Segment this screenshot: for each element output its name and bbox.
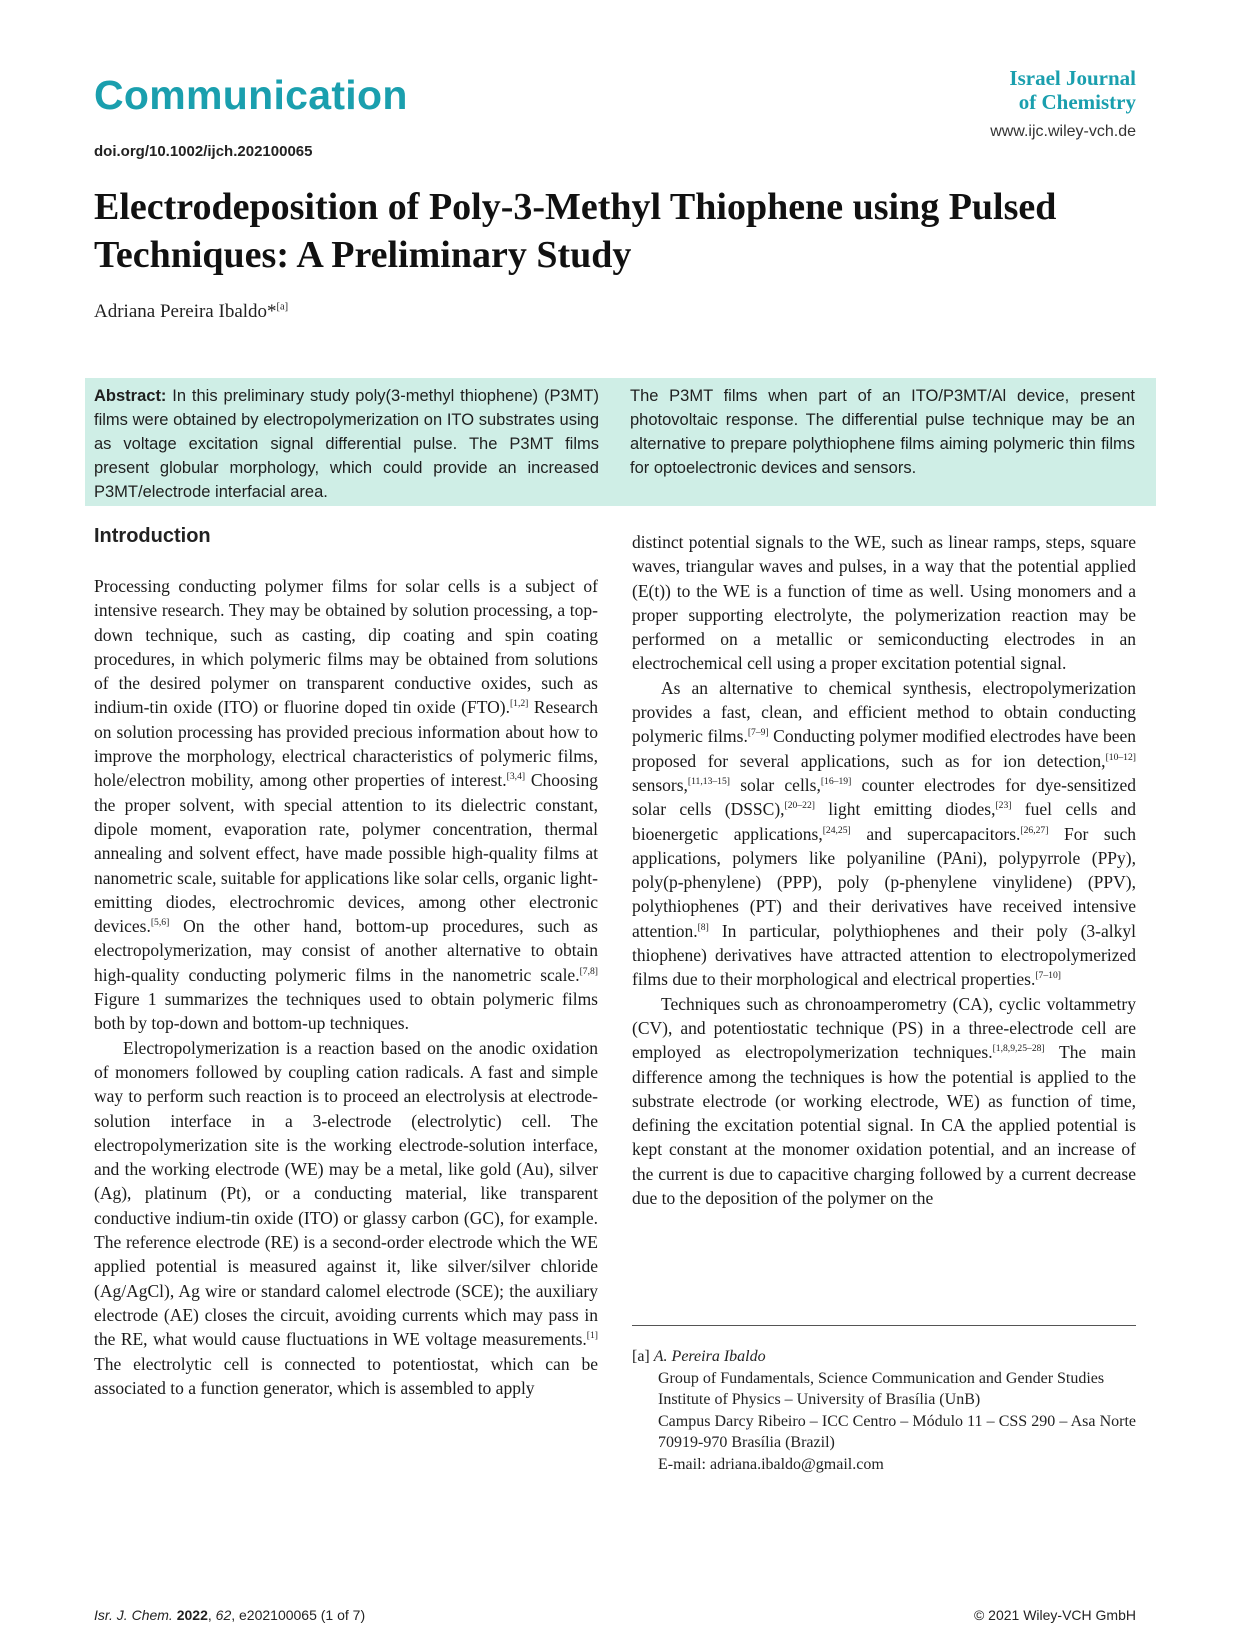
footnote-line: Campus Darcy Ribeiro – ICC Centro – Módulo 11 – CSS 290 – Asa Norte 70919-970 Brasília (Brazil) xyxy=(658,1412,1136,1451)
paragraph: As an alternative to chemical synthesis, electropolymerization provides a fast, clean, and efficient method to obtain conducting polymeric films.[7–9] Conducting polymer modified electrodes have been proposed for several applications, such as for ion detection,[10–12] sensors,[11,13–15] solar cells,[16–19] counter electrodes for dye-sensitized solar cells (DSSC),[20–22] light emitting diodes,[23] fuel cells and bioenergetic applications,[24,25] and supercapacitors.[26,27] For such applications, polymers like polyaniline (PAni), polypyrrole (PPy), poly(p-phenylene) (PPP), poly (p-phenylene vinylidene) (PPV), polythiophenes (PT) and their derivatives have received intensive attention.[8] In particular, polythiophenes and their poly (3-alkyl thiophene) derivatives have attracted attention to electropolymerized films due to their morphological and electrical properties.[7–10] xyxy=(632,677,1137,990)
citation: [7,8] xyxy=(579,965,598,977)
citation: [1,2] xyxy=(509,698,529,710)
citation: [3,4] xyxy=(506,771,526,783)
citation: [5,6] xyxy=(150,917,170,929)
body-column-right xyxy=(632,530,1136,1210)
citation: [26,27] xyxy=(1020,824,1049,836)
article-title: Electrodeposition of Poly-3-Methyl Thiophene using Pulsed Techniques: A Preliminary Study xyxy=(94,186,1057,276)
footnote-email[interactable]: E-mail: adriana.ibaldo@gmail.com xyxy=(658,1455,884,1473)
footer-copyright: © 2021 Wiley-VCH GmbH xyxy=(973,1607,1136,1623)
author-name: Adriana Pereira Ibaldo* xyxy=(94,301,277,322)
section-type-label: Communication xyxy=(94,72,408,118)
journal-url-link[interactable]: www.ijc.wiley-vch.de xyxy=(990,123,1136,140)
citation: [20–22] xyxy=(784,800,815,812)
section-heading-introduction: Introduction xyxy=(94,525,211,547)
author-line xyxy=(94,301,288,323)
footer-citation: Isr. J. Chem. 2022, 62, e202100065 (1 of 7) xyxy=(94,1607,366,1623)
abstract-text-left: In this preliminary study poly(3-methyl thiophene) (P3MT) films were obtained by electropolymerization on ITO substrates using as voltage excitation signal differential pulse. The P3MT films present globular morphology, which could provide an increased P3MT/electrode interfacial area. xyxy=(94,387,599,501)
affiliation-footnote xyxy=(632,1346,1136,1475)
citation: [11,13–15] xyxy=(687,776,730,788)
footnote-divider xyxy=(632,1325,1136,1326)
journal-name-line2: of Chemistry xyxy=(1018,90,1136,114)
abstract-text-right: The P3MT films when part of an ITO/P3MT/Al device, present photovoltaic response. The differential pulse technique may be an alternative to prepare polythiophene films aiming polymeric thin films for optoelectronic devices and sensors. xyxy=(630,387,1135,477)
citation: [8] xyxy=(697,921,709,933)
citation: [23] xyxy=(995,800,1012,812)
abstract-left-column xyxy=(94,384,599,504)
citation: [1] xyxy=(586,1330,598,1342)
citation: [10–12] xyxy=(1105,751,1136,763)
footnote-line: Institute of Physics – University of Brasília (UnB) xyxy=(658,1391,981,1408)
body-column-left xyxy=(94,574,598,1400)
footnote-line: Group of Fundamentals, Science Communication and Gender Studies xyxy=(658,1369,1105,1387)
citation: [7–10] xyxy=(1035,970,1061,982)
abstract-right-column xyxy=(630,384,1135,480)
citation: [16–19] xyxy=(820,776,852,788)
doi-link[interactable]: doi.org/10.1002/ijch.202100065 xyxy=(94,143,313,160)
citation: [24,25] xyxy=(822,824,851,836)
footnote-author: [a] A. Pereira Ibaldo xyxy=(632,1348,766,1365)
journal-logo xyxy=(936,66,1136,114)
paragraph: distinct potential signals to the WE, such as linear ramps, steps, square waves, triangular waves and pulses, in a way that the potential applied (E(t)) to the WE is a function of time as well. Using monomers and a proper supporting electrolyte, the polymerization reaction may be performed on a metallic or semiconducting electrodes in an electrochemical cell using a proper excitation potential signal. xyxy=(632,532,1136,674)
paragraph: Techniques such as chronoamperometry (CA), cyclic voltammetry (CV), and potentiostatic technique (PS) in a three-electrode cell are employed as electropolymerization techniques.[1,8,9,25–28] The main difference among the techniques is how the potential is applied to the substrate electrode (or working electrode, WE) as function of time, defining the excitation potential signal. In CA the applied potential is kept constant at the monomer oxidation potential, and an increase of the current is due to capacitive charging followed by a current decrease due to the deposition of the polymer on the xyxy=(632,993,1136,1209)
journal-name-line1: Israel Journal xyxy=(1009,66,1136,90)
paragraph: Electropolymerization is a reaction based on the anodic oxidation of monomers followed by coupling cation radicals. A fast and simple way to perform such reaction is to proceed an electrolysis at electrode-solution interface in a 3-electrode (electrolytic) cell. The electropolymerization site is the working electrode-solution interface, and the working electrode (WE) may be a metal, like gold (Au), silver (Ag), platinum (Pt), or a conducting material, like transparent conductive indium-tin oxide (ITO) or glassy carbon (GC), for example. The reference electrode (RE) is a second-order electrode which the WE applied potential is measured against it, like silver/silver chloride (Ag/AgCl), Ag wire or standard calomel electrode (SCE); the auxiliary electrode (AE) closes the circuit, avoiding currents which may pass in the RE, what would cause fluctuations in WE voltage measurements.[1] The electrolytic cell is connected to potentiostat, which can be associated to a function generator, which is assembled to apply xyxy=(94,1037,598,1398)
abstract-label: Abstract: xyxy=(94,387,167,405)
paragraph: Processing conducting polymer films for solar cells is a subject of intensive research. They may be obtained by solution processing, a top-down technique, such as casting, dip coating and spin coating procedures, in which polymeric films may be obtained from solutions of the desired polymer on transparent conductive oxides, such as indium-tin oxide (ITO) or fluorine doped tin oxide (FTO).[1,2] Research on solution processing has provided precious information about how to improve the morphology, electrical characteristics of polymeric films, hole/electron mobility, among other properties of interest.[3,4] Choosing the proper solvent, with special attention to its dielectric constant, dipole moment, evaporation rate, polymer concentration, thermal annealing and solvent effect, have made possible high-quality films at nanometric scale, suitable for applications like solar cells, organic light-emitting diodes, electrochromic devices, among other electronic devices.[5,6] On the other hand, bottom-up procedures, such as electropolymerization, may consist of another alternative to obtain high-quality conducting polymeric films in the nanometric scale.[7,8] Figure 1 summarizes the techniques used to obtain polymeric films both by top-down and bottom-up techniques. xyxy=(94,576,598,1034)
citation: [7–9] xyxy=(747,727,769,739)
author-affiliation-mark: [a] xyxy=(276,301,289,313)
citation: [1,8,9,25–28] xyxy=(992,1043,1045,1055)
